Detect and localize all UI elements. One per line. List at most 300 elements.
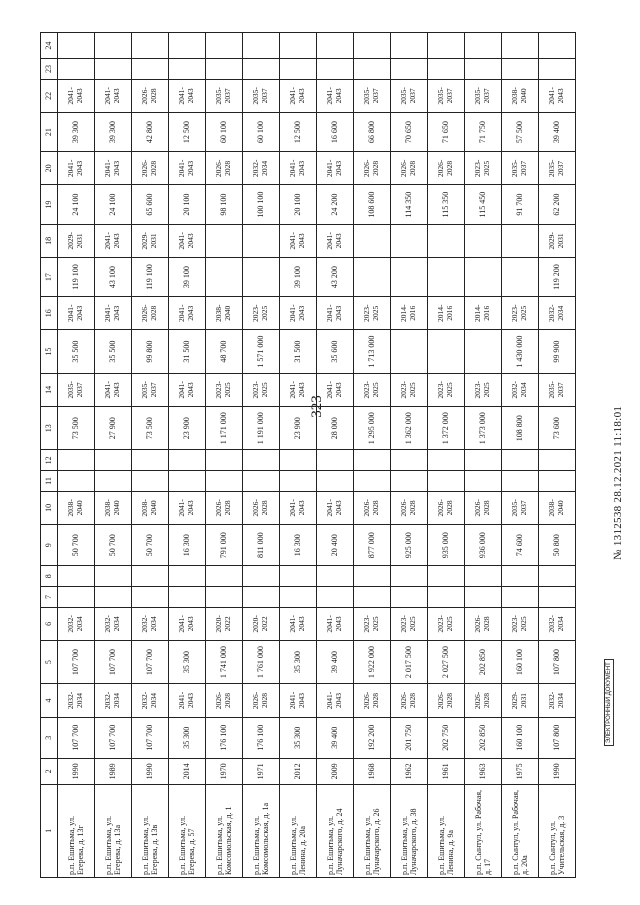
- address-cell: р.п. Ешитьма, ул. Егерева, д. 57: [169, 784, 206, 877]
- table-cell: 2029-2031: [539, 224, 576, 257]
- column-header: 17: [41, 257, 58, 296]
- table-cell: 2041-2043: [280, 491, 317, 524]
- table-cell: 35 500: [95, 330, 132, 373]
- table-cell: 2026-2028: [465, 607, 502, 640]
- table-row: [280, 33, 317, 878]
- table-cell: 2026-2028: [465, 491, 502, 524]
- address-cell: р.п. Ешитьма, ул. Егерева, д. 13а: [95, 784, 132, 877]
- table-cell: 31 500: [169, 330, 206, 373]
- table-cell: 99 800: [132, 330, 169, 373]
- table-cell: 2035-2037: [539, 373, 576, 406]
- table-cell: 1970: [206, 758, 243, 784]
- table-cell: 2026-2028: [243, 491, 280, 524]
- table-cell: [280, 587, 317, 608]
- table-cell: 2023-2025: [243, 297, 280, 330]
- table-cell: 39 400: [317, 717, 354, 758]
- table-cell: 2023-2025: [354, 373, 391, 406]
- table-cell: [169, 566, 206, 587]
- table-cell: 2029-2031: [132, 224, 169, 257]
- table-cell: [206, 450, 243, 471]
- table-row: [58, 33, 95, 878]
- table-cell: 2041-2043: [95, 373, 132, 406]
- table-cell: [502, 59, 539, 80]
- table-cell: 2023-2025: [206, 373, 243, 406]
- table-cell: [428, 33, 465, 59]
- table-cell: 2023-2025: [391, 373, 428, 406]
- table-cell: 73 600: [539, 406, 576, 449]
- column-header: 21: [41, 112, 58, 151]
- table-row: [243, 33, 280, 878]
- table-cell: 1989: [95, 758, 132, 784]
- table-cell: [95, 566, 132, 587]
- table-cell: 50 700: [95, 524, 132, 565]
- table-cell: 2041-2043: [317, 224, 354, 257]
- address-cell: р.п. Сынтул, ул. Рабочая, д. 20а: [502, 784, 539, 877]
- table-cell: 2038-2040: [132, 491, 169, 524]
- table-cell: 2023-2025: [428, 607, 465, 640]
- table-cell: 71 650: [428, 112, 465, 151]
- address-cell: р.п. Сынтул, ул. Учительская, д. 3: [539, 784, 576, 877]
- table-cell: [243, 59, 280, 80]
- doc-id: № 1312538: [612, 505, 624, 560]
- table-cell: 2026-2028: [243, 684, 280, 717]
- table-cell: 23 900: [280, 406, 317, 449]
- table-cell: 2026-2028: [391, 152, 428, 185]
- table-cell: 1971: [243, 758, 280, 784]
- table-cell: 2026-2028: [206, 684, 243, 717]
- address-cell: р.п. Ешитьма, ул. Луначарского, д. 24: [317, 784, 354, 877]
- table-cell: 2041-2043: [280, 607, 317, 640]
- column-header: 13: [41, 406, 58, 449]
- table-cell: 1 430 000: [502, 330, 539, 373]
- column-header: 5: [41, 640, 58, 683]
- table-row: [465, 33, 502, 878]
- column-header: 20: [41, 152, 58, 185]
- table-cell: 2035-2037: [58, 373, 95, 406]
- table-cell: [280, 59, 317, 80]
- table-cell: 2023-2025: [391, 607, 428, 640]
- table-cell: [354, 471, 391, 492]
- page-number: 323: [308, 395, 325, 418]
- table-cell: 43 200: [317, 257, 354, 296]
- table-cell: [391, 587, 428, 608]
- column-header: 3: [41, 717, 58, 758]
- table-cell: 108 800: [502, 406, 539, 449]
- table-cell: [502, 257, 539, 296]
- table-cell: 2035-2037: [391, 79, 428, 112]
- table-cell: [243, 450, 280, 471]
- table-container: [40, 32, 576, 878]
- table-cell: 39 100: [169, 257, 206, 296]
- table-row: [132, 33, 169, 878]
- column-header: 6: [41, 607, 58, 640]
- table-cell: 107 700: [58, 717, 95, 758]
- table-cell: 2023-2025: [465, 152, 502, 185]
- table-cell: [354, 59, 391, 80]
- table-cell: [465, 257, 502, 296]
- table-cell: 2009: [317, 758, 354, 784]
- table-cell: [243, 33, 280, 59]
- table-cell: 1990: [539, 758, 576, 784]
- column-header: 19: [41, 185, 58, 224]
- table-cell: 935 000: [428, 524, 465, 565]
- table-cell: 2041-2043: [280, 152, 317, 185]
- table-cell: [428, 450, 465, 471]
- table-cell: 1 741 000: [206, 640, 243, 683]
- table-cell: [428, 471, 465, 492]
- table-cell: [317, 33, 354, 59]
- table-cell: 2026-2028: [428, 491, 465, 524]
- table-cell: [428, 330, 465, 373]
- table-cell: 1 713 000: [354, 330, 391, 373]
- table-cell: 2023-2025: [502, 297, 539, 330]
- address-cell: р.п. Ешитьма, ул. Ленина, д. 9а: [428, 784, 465, 877]
- table-cell: 2038-2040: [206, 297, 243, 330]
- table-cell: 2035-2037: [243, 79, 280, 112]
- table-cell: 2041-2043: [317, 79, 354, 112]
- column-header: 15: [41, 330, 58, 373]
- table-cell: 2038-2040: [95, 491, 132, 524]
- table-cell: 2041-2043: [280, 224, 317, 257]
- column-header: 24: [41, 33, 58, 59]
- table-cell: [428, 59, 465, 80]
- table-cell: [354, 587, 391, 608]
- table-cell: 1963: [465, 758, 502, 784]
- table-cell: 35 600: [317, 330, 354, 373]
- table-cell: [539, 587, 576, 608]
- table-cell: 2035-2037: [465, 79, 502, 112]
- table-cell: 2035-2037: [502, 152, 539, 185]
- table-cell: [169, 587, 206, 608]
- table-cell: [280, 450, 317, 471]
- table-cell: [539, 471, 576, 492]
- table-cell: 2041-2043: [280, 684, 317, 717]
- footer-signature: [612, 406, 624, 560]
- table-cell: 1990: [58, 758, 95, 784]
- table-cell: 202 850: [465, 717, 502, 758]
- table-cell: 119 100: [132, 257, 169, 296]
- table-cell: [354, 566, 391, 587]
- table-cell: 2041-2043: [169, 297, 206, 330]
- table-cell: [354, 224, 391, 257]
- table-cell: 65 600: [132, 185, 169, 224]
- table-cell: 2032-2034: [539, 607, 576, 640]
- table-cell: 12 500: [169, 112, 206, 151]
- table-cell: 2026-2028: [428, 684, 465, 717]
- table-cell: 2041-2043: [317, 607, 354, 640]
- table-cell: 107 700: [95, 640, 132, 683]
- address-cell: р.п. Ешитьма, ул. Комсомольская, д. 1а: [243, 784, 280, 877]
- table-cell: 42 800: [132, 112, 169, 151]
- table-cell: 2032-2034: [58, 684, 95, 717]
- table-cell: [391, 59, 428, 80]
- table-cell: 1990: [132, 758, 169, 784]
- table-cell: 1 571 000: [243, 330, 280, 373]
- table-cell: 936 000: [465, 524, 502, 565]
- table-cell: 60 100: [243, 112, 280, 151]
- table-cell: 28 000: [317, 406, 354, 449]
- table-cell: 2026-2028: [391, 491, 428, 524]
- column-header: 8: [41, 566, 58, 587]
- table-cell: [243, 224, 280, 257]
- table-cell: 2026-2028: [428, 152, 465, 185]
- table-cell: [280, 471, 317, 492]
- table-cell: 2032-2034: [539, 684, 576, 717]
- table-cell: 2023-2025: [465, 373, 502, 406]
- table-cell: [465, 587, 502, 608]
- table-cell: 2026-2028: [354, 152, 391, 185]
- table-cell: [206, 471, 243, 492]
- table-row: [206, 33, 243, 878]
- table-cell: 16 300: [280, 524, 317, 565]
- table-cell: [465, 59, 502, 80]
- table-cell: [317, 587, 354, 608]
- table-cell: 35 300: [280, 640, 317, 683]
- address-cell: р.п. Сынтул, ул. Рабочая, д. 17: [465, 784, 502, 877]
- table-cell: [502, 471, 539, 492]
- table-body: [58, 33, 576, 878]
- table-cell: 201 750: [391, 717, 428, 758]
- table-cell: 2026-2028: [132, 79, 169, 112]
- table-cell: [169, 450, 206, 471]
- column-header: 12: [41, 450, 58, 471]
- table-cell: [428, 224, 465, 257]
- table-cell: 2014-2016: [391, 297, 428, 330]
- column-header: 2: [41, 758, 58, 784]
- table-cell: 107 700: [132, 717, 169, 758]
- table-cell: [502, 450, 539, 471]
- table-cell: [169, 59, 206, 80]
- table-cell: [206, 59, 243, 80]
- address-cell: р.п. Ешитьма, ул. Егерева, д. 13в: [132, 784, 169, 877]
- table-cell: 119 100: [58, 257, 95, 296]
- table-cell: 160 100: [502, 717, 539, 758]
- table-cell: 39 300: [58, 112, 95, 151]
- table-row: [169, 33, 206, 878]
- table-cell: [132, 471, 169, 492]
- table-cell: [354, 257, 391, 296]
- table-cell: 2012: [280, 758, 317, 784]
- table-cell: 811 000: [243, 524, 280, 565]
- table-cell: 2041-2043: [169, 224, 206, 257]
- table-cell: 2014: [169, 758, 206, 784]
- column-header: 23: [41, 59, 58, 80]
- table-cell: [465, 566, 502, 587]
- table-cell: 24 100: [58, 185, 95, 224]
- table-cell: [169, 471, 206, 492]
- table-cell: 2038-2040: [58, 491, 95, 524]
- table-cell: 2023-2025: [354, 297, 391, 330]
- table-cell: 1962: [391, 758, 428, 784]
- table-cell: [58, 587, 95, 608]
- table-cell: 2035-2037: [206, 79, 243, 112]
- table-cell: 119 200: [539, 257, 576, 296]
- table-cell: [58, 566, 95, 587]
- table-cell: 2041-2043: [169, 607, 206, 640]
- table-cell: 16 600: [317, 112, 354, 151]
- table-cell: 2023-2025: [354, 607, 391, 640]
- table-cell: [465, 224, 502, 257]
- table-cell: [206, 587, 243, 608]
- table-cell: [132, 33, 169, 59]
- table-cell: [465, 471, 502, 492]
- table-cell: 2020-2022: [243, 607, 280, 640]
- table-cell: 2041-2043: [58, 79, 95, 112]
- address-cell: р.п. Ешитьма, ул. Егерева, д. 13г: [58, 784, 95, 877]
- column-header: 1: [41, 784, 58, 877]
- table-cell: 99 900: [539, 330, 576, 373]
- table-cell: [243, 587, 280, 608]
- table-cell: 2041-2043: [169, 491, 206, 524]
- table-cell: [58, 450, 95, 471]
- electronic-stamp: ЭЛЕКТРОННЫЙ ДОКУМЕНТ: [604, 659, 614, 746]
- table-cell: 60 100: [206, 112, 243, 151]
- table-cell: 35 300: [169, 717, 206, 758]
- table-cell: 2032-2034: [132, 607, 169, 640]
- table-cell: 20 100: [280, 185, 317, 224]
- table-cell: 192 200: [354, 717, 391, 758]
- table-cell: 2041-2043: [317, 373, 354, 406]
- table-cell: 107 700: [95, 717, 132, 758]
- column-header: 14: [41, 373, 58, 406]
- table-cell: 2026-2028: [132, 152, 169, 185]
- table-cell: 20 100: [169, 185, 206, 224]
- doc-datetime: 28.12.2021 11:18:01: [612, 405, 624, 503]
- table-cell: [95, 59, 132, 80]
- table-cell: 1961: [428, 758, 465, 784]
- table-cell: 2041-2043: [169, 79, 206, 112]
- table-cell: [317, 450, 354, 471]
- table-cell: [465, 450, 502, 471]
- table-cell: [428, 566, 465, 587]
- table-cell: 2041-2043: [169, 373, 206, 406]
- table-cell: [243, 566, 280, 587]
- table-cell: 2029-2031: [502, 684, 539, 717]
- table-cell: [391, 33, 428, 59]
- table-cell: 1 171 000: [206, 406, 243, 449]
- table-cell: [132, 587, 169, 608]
- table-cell: 2041-2043: [317, 152, 354, 185]
- table-cell: [354, 450, 391, 471]
- table-cell: [428, 257, 465, 296]
- table-cell: 70 650: [391, 112, 428, 151]
- table-cell: 2041-2043: [95, 152, 132, 185]
- column-header: 10: [41, 491, 58, 524]
- table-cell: 2041-2043: [95, 297, 132, 330]
- table-cell: 24 200: [317, 185, 354, 224]
- table-row: [95, 33, 132, 878]
- table-cell: 2041-2043: [280, 79, 317, 112]
- table-cell: 2041-2043: [539, 79, 576, 112]
- table-cell: [280, 33, 317, 59]
- table-cell: [206, 257, 243, 296]
- table-cell: [95, 587, 132, 608]
- table-cell: 1 373 000: [465, 406, 502, 449]
- table-cell: 12 500: [280, 112, 317, 151]
- table-cell: 27 900: [95, 406, 132, 449]
- table-cell: [317, 471, 354, 492]
- table-cell: 925 000: [391, 524, 428, 565]
- address-cell: р.п. Ешитьма, ул. Комсомольская, д. 1: [206, 784, 243, 877]
- table-cell: [58, 33, 95, 59]
- table-cell: 16 300: [169, 524, 206, 565]
- table-cell: 2035-2037: [502, 491, 539, 524]
- table-cell: 48 700: [206, 330, 243, 373]
- table-cell: 2035-2037: [428, 79, 465, 112]
- table-cell: 2026-2028: [132, 297, 169, 330]
- table-cell: 2041-2043: [317, 297, 354, 330]
- header-row: [41, 33, 58, 878]
- column-header: 4: [41, 684, 58, 717]
- table-cell: 2 017 500: [391, 640, 428, 683]
- table-cell: 791 000: [206, 524, 243, 565]
- table-cell: 2032-2034: [95, 684, 132, 717]
- table-cell: 2026-2028: [206, 152, 243, 185]
- table-cell: 2041-2043: [58, 152, 95, 185]
- table-cell: [95, 450, 132, 471]
- table-cell: [539, 33, 576, 59]
- table-cell: 50 700: [132, 524, 169, 565]
- table-cell: 2032-2034: [132, 684, 169, 717]
- table-cell: 50 700: [58, 524, 95, 565]
- table-cell: 2032-2034: [539, 297, 576, 330]
- table-cell: 2023-2025: [428, 373, 465, 406]
- table-cell: 2041-2043: [95, 224, 132, 257]
- table-cell: [539, 59, 576, 80]
- address-cell: р.п. Ешитьма, ул. Ленина, д. 20а: [280, 784, 317, 877]
- column-header: 16: [41, 297, 58, 330]
- table-cell: [280, 566, 317, 587]
- table-row: [317, 33, 354, 878]
- table-cell: [465, 33, 502, 59]
- table-cell: 2035-2037: [539, 152, 576, 185]
- table-cell: 50 800: [539, 524, 576, 565]
- table-cell: 2041-2043: [280, 373, 317, 406]
- table-cell: [391, 471, 428, 492]
- table-row: [539, 33, 576, 878]
- table-cell: [428, 587, 465, 608]
- table-cell: 877 000: [354, 524, 391, 565]
- table-cell: 35 300: [280, 717, 317, 758]
- table-cell: 2035-2037: [354, 79, 391, 112]
- table-cell: 2026-2028: [354, 491, 391, 524]
- table-row: [428, 33, 465, 878]
- table-cell: 1 761 000: [243, 640, 280, 683]
- table-cell: 107 700: [132, 640, 169, 683]
- table-cell: 2 027 500: [428, 640, 465, 683]
- table-cell: [317, 566, 354, 587]
- table-cell: 2041-2043: [317, 491, 354, 524]
- table-cell: 115 450: [465, 185, 502, 224]
- table-cell: [132, 59, 169, 80]
- table-cell: [391, 450, 428, 471]
- table-cell: [465, 330, 502, 373]
- table-cell: 35 500: [58, 330, 95, 373]
- table-cell: 66 800: [354, 112, 391, 151]
- table-cell: [354, 33, 391, 59]
- table-cell: [206, 33, 243, 59]
- table-cell: [391, 224, 428, 257]
- column-header: 18: [41, 224, 58, 257]
- table-cell: 2014-2016: [428, 297, 465, 330]
- table-cell: [502, 33, 539, 59]
- table-cell: 176 100: [243, 717, 280, 758]
- table-cell: [391, 257, 428, 296]
- table-cell: 2029-2031: [58, 224, 95, 257]
- table-cell: 73 500: [132, 406, 169, 449]
- table-cell: 100 100: [243, 185, 280, 224]
- table-cell: [58, 471, 95, 492]
